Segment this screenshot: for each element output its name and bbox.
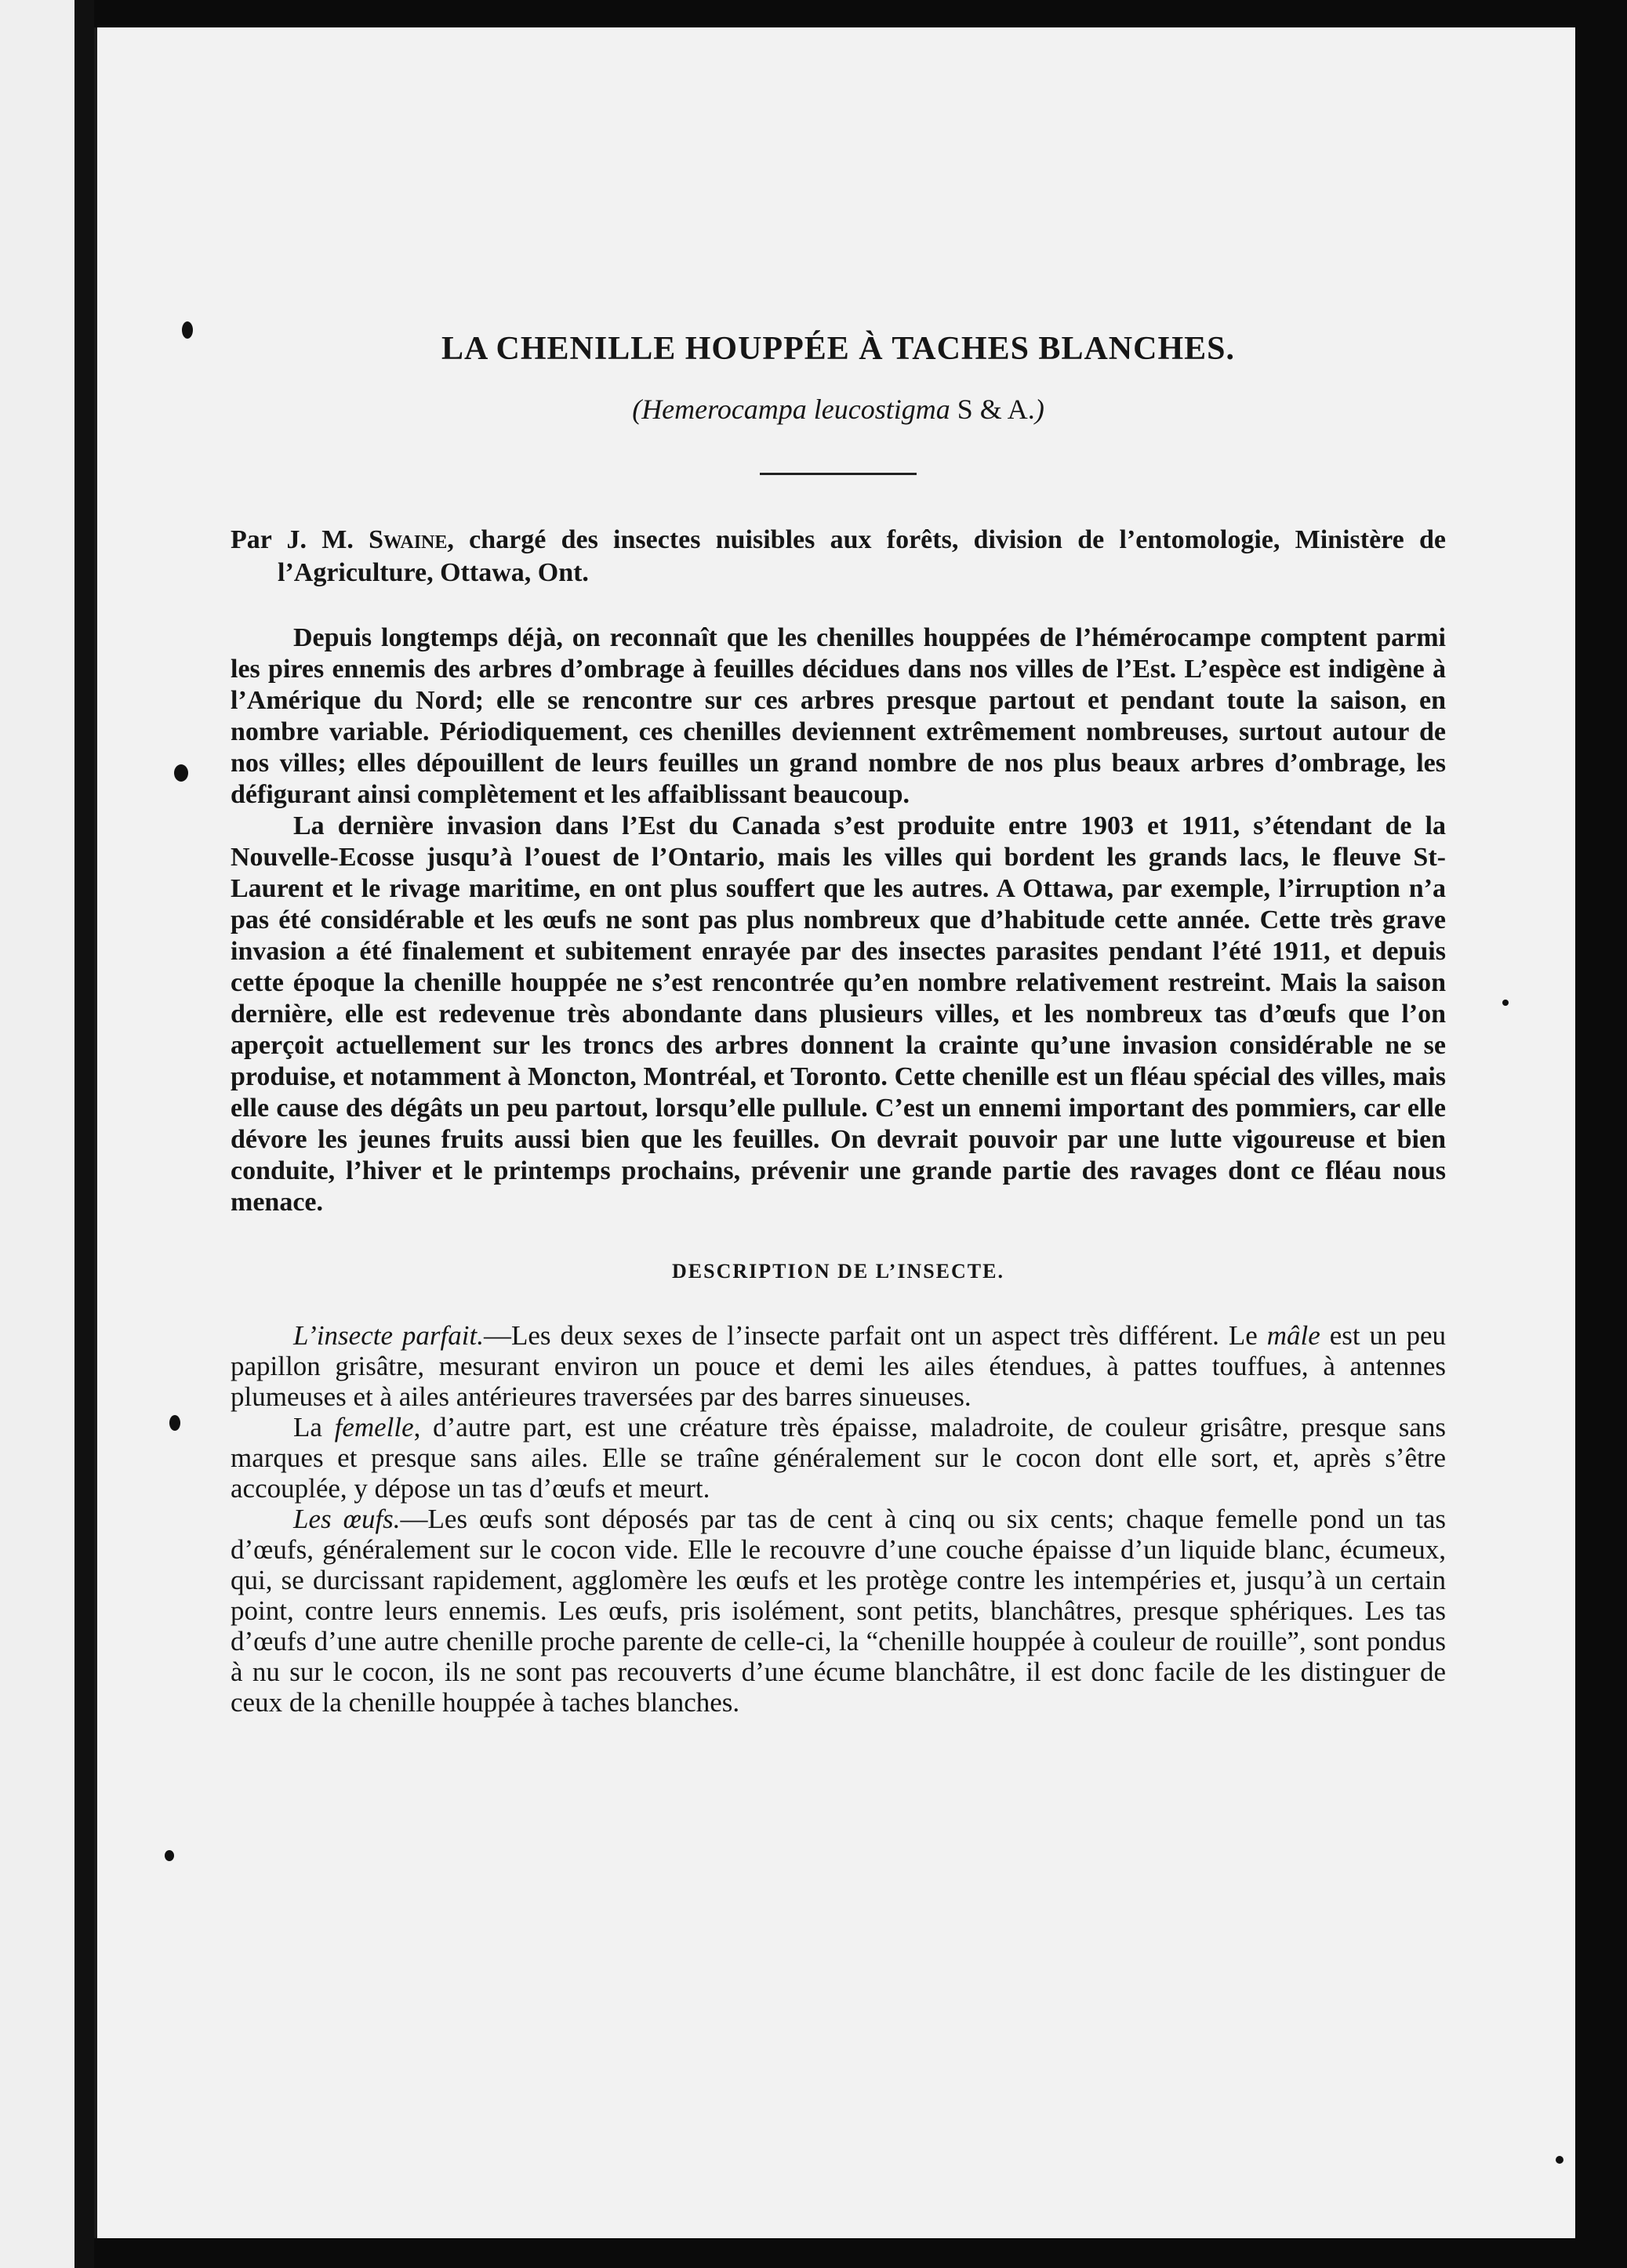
document-page (94, 27, 1575, 2238)
female-text-1: La (293, 1412, 335, 1442)
paragraph-female (231, 1412, 1446, 1504)
eggs-text: —Les œufs sont déposés par tas de cent à cinq ou six cents; chaque femelle pond un tas d’œufs, généralement sur le cocon vide. Elle le recouvre d’une couche épaisse d’un liquide blanc, écumeux, qui, se durcissant rapidement, agglomère les œufs et les protège contre les intempéries et, jusqu’à un certain point, contre leurs ennemis. Les œufs, pris isolément, sont petits, blanchâtres, presque sphériques. Les tas d’œufs d’une autre chenille proche parente de celle-ci, la “chenille houppée à couleur de rouille”, sont pondus à nu sur le cocon, ils ne sont pas recouverts d’une écume blanchâtre, il est donc facile de les distinguer de ceux de la chenille houppée à taches blanches. (231, 1504, 1446, 1718)
paragraph-adult (231, 1320, 1446, 1412)
ink-mark (182, 321, 193, 339)
byline-prefix: Par J. M. (231, 525, 369, 554)
paragraph-eggs (231, 1504, 1446, 1718)
adult-lead: L’insecte parfait. (293, 1320, 484, 1351)
species-authority: S & A. (957, 394, 1035, 425)
ink-mark (1556, 2156, 1563, 2164)
female-text-2: , d’autre part, est une créature très épaisse, maladroite, de couleur grisâtre, presque sans marques et presque sans ailes. Elle se traîne généralement sur le cocon dont elle sort, et, après s’être accouplée, y dépose un tas d’œufs et meurt. (231, 1412, 1447, 1504)
species-subtitle: (Hemerocampa leucostigma S & A.) (632, 394, 1044, 425)
adjacent-page-edge (0, 0, 74, 2268)
adult-text-1: —Les deux sexes de l’insecte parfait ont un aspect très différent. Le (483, 1320, 1267, 1351)
page-gutter (74, 0, 94, 2268)
adult-text-2: est un peu papillon grisâtre, mesurant environ un pouce et demi les ailes étendues, à pattes touffues, à antennes plumeuses et à ailes antérieures traversées par des barres sinueuses. (231, 1320, 1446, 1412)
document-body (231, 325, 1446, 1718)
section-heading: DESCRIPTION DE L’INSECTE. (672, 1260, 1004, 1283)
title-divider (760, 473, 917, 475)
paragraph-invasion: La dernière invasion dans l’Est du Canada s’est produite entre 1903 et 1911, s’étendant de la Nouvelle-Ecosse jusqu’à l’ouest de l’Ontario, mais les villes qui bordent les grands lacs, le fleuve St-Laurent et le rivage maritime, en ont plus souffert que les autres. A Ottawa, par exemple, l’irruption n’a pas été considérable et les œufs ne sont pas plus nombreux que d’habitude cette année. Cette très grave invasion a été finalement et subitement enrayée par des insectes parasites pendant l’été 1911, et depuis cette époque la chenille houppée ne s’est rencontrée qu’en nombre relativement restreint. Mais la saison dernière, elle est redevenue très abondante dans plusieurs villes, et les nombreux tas d’œufs que l’on aperçoit actuellement sur les troncs des arbres donnent la crainte qu’une invasion considérable ne se produise, et notamment à Moncton, Montréal, et Toronto. Cette chenille est un fléau spécial des villes, mais elle cause des dégâts un peu partout, lorsqu’elle pullule. C’est un ennemi important des pommiers, car elle dévore les jeunes fruits aussi bien que les feuilles. On devrait pouvoir par une lutte vigoureuse et bien conduite, l’hiver et le printemps prochains, prévenir une grande partie des ravages dont ce fléau nous menace. (231, 811, 1446, 1217)
female-word: femelle (334, 1412, 414, 1442)
author-name: Swaine (369, 525, 448, 554)
ink-mark (174, 764, 188, 782)
species-name: Hemerocampa leucostigma (641, 394, 950, 425)
article-title: LA CHENILLE HOUPPÉE À TACHES BLANCHES. (441, 331, 1235, 367)
ink-mark (165, 1850, 174, 1861)
author-byline (231, 524, 1446, 590)
paragraph-intro: Depuis longtemps déjà, on reconnaît que les chenilles houppées de l’hémérocampe comptent parmi les pires ennemis des arbres d’ombrage à feuilles décidues dans nos villes de l’Est. L’espèce est indigène à l’Amérique du Nord; elle se rencontre sur ces arbres presque partout et pendant toute la saison, en nombre variable. Périodiquement, ces chenilles deviennent extrêmement nombreuses, surtout autour de nos villes; elles dépouillent de leurs feuilles un grand nombre de nos plus beaux arbres d’ombrage, les défigurant ainsi complètement et les affaiblissant beaucoup. (231, 623, 1446, 809)
ink-mark (169, 1415, 180, 1431)
ink-mark (1502, 1000, 1509, 1006)
eggs-lead: Les œufs. (293, 1504, 401, 1534)
adult-male-word: mâle (1266, 1320, 1320, 1351)
byline-affiliation: , chargé des insectes nuisibles aux forêts, division de l’entomologie, Ministère de l’Agriculture, Ottawa, Ont. (278, 525, 1446, 587)
